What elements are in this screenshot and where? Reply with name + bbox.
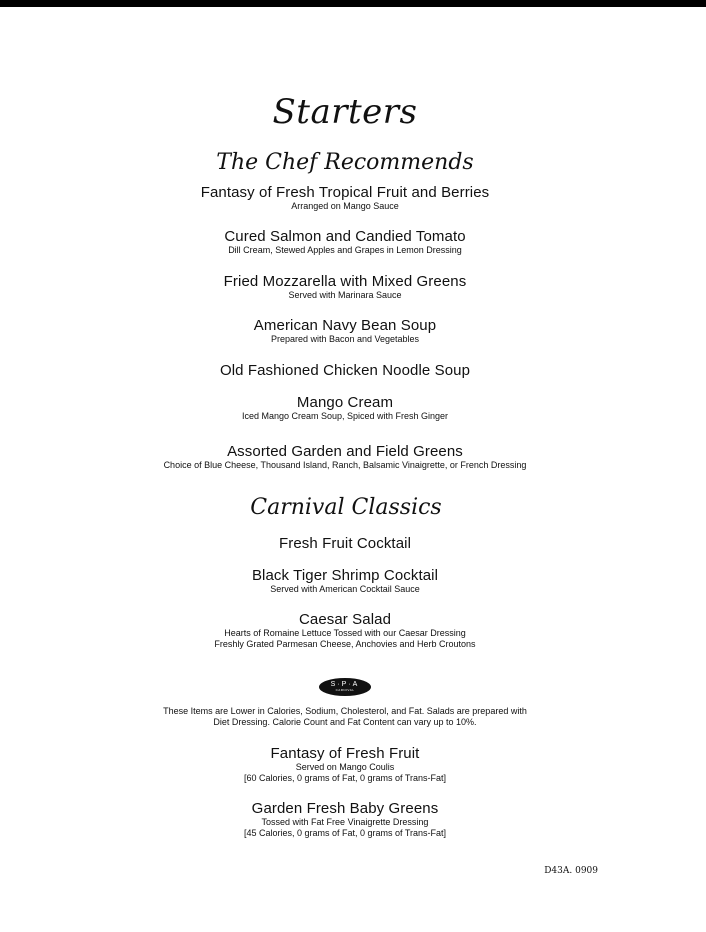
- top-border: [0, 0, 706, 7]
- item-name: Old Fashioned Chicken Noodle Soup: [219, 362, 471, 379]
- menu-item: [0, 800, 690, 839]
- spa-logo-subtext: CARNIVAL: [335, 688, 355, 692]
- item-name: Assorted Garden and Field Greens: [227, 443, 463, 460]
- item-nutrition: [45 Calories, 0 grams of Fat, 0 grams of Trans-Fat]: [243, 828, 447, 838]
- menu-item: [0, 362, 690, 379]
- section-heading-carnival-classics: Carnival Classics: [250, 495, 442, 520]
- menu-item: [0, 394, 690, 422]
- item-name: Cured Salmon and Candied Tomato: [224, 228, 466, 245]
- item-name: Caesar Salad: [298, 611, 392, 628]
- spa-logo-text: S·P·A: [330, 681, 360, 688]
- item-name: Mango Cream: [296, 394, 394, 411]
- menu-item: [0, 611, 690, 650]
- item-name: Fantasy of Fresh Fruit: [270, 745, 420, 762]
- item-description: Choice of Blue Cheese, Thousand Island, Ranch, Balsamic Vinaigrette, or French Dressing: [163, 460, 527, 470]
- item-description: Prepared with Bacon and Vegetables: [270, 334, 420, 344]
- spa-logo: [319, 678, 371, 696]
- menu-item: [0, 317, 690, 345]
- item-name: American Navy Bean Soup: [253, 317, 437, 334]
- menu-code: D43A. 0909: [544, 866, 598, 876]
- spa-note: [150, 706, 540, 728]
- menu-item: [0, 273, 690, 301]
- menu-item: [0, 228, 690, 256]
- item-description: Dill Cream, Stewed Apples and Grapes in Lemon Dressing: [228, 245, 462, 255]
- item-name: Fried Mozzarella with Mixed Greens: [223, 273, 467, 290]
- page-title: Starters: [272, 92, 418, 132]
- spa-logo-wrap: [0, 673, 690, 696]
- item-description: Freshly Grated Parmesan Cheese, Anchovies and Herb Croutons: [214, 639, 476, 649]
- menu-item: [0, 745, 690, 784]
- item-description: Arranged on Mango Sauce: [291, 201, 399, 211]
- item-description: Served with Marinara Sauce: [288, 290, 402, 300]
- menu-item: [0, 184, 690, 212]
- spa-note-line: These Items are Lower in Calories, Sodium, Cholesterol, and Fat. Salads are prepared with: [163, 706, 527, 716]
- menu-item: [0, 535, 690, 552]
- item-nutrition: [60 Calories, 0 grams of Fat, 0 grams of Trans-Fat]: [243, 773, 447, 783]
- item-description: Served on Mango Coulis: [295, 762, 395, 772]
- item-name: Fantasy of Fresh Tropical Fruit and Berries: [200, 184, 490, 201]
- item-name: Fresh Fruit Cocktail: [278, 535, 412, 552]
- item-description: Iced Mango Cream Soup, Spiced with Fresh Ginger: [241, 411, 449, 421]
- section-heading-chef-recommends: The Chef Recommends: [216, 150, 474, 175]
- menu-item: [0, 567, 690, 595]
- spa-note-line: Diet Dressing. Calorie Count and Fat Content can vary up to 10%.: [213, 717, 477, 727]
- item-description: Served with American Cocktail Sauce: [270, 584, 420, 594]
- menu-item: [0, 443, 690, 471]
- item-description: Hearts of Romaine Lettuce Tossed with our Caesar Dressing: [224, 628, 466, 638]
- item-name: Garden Fresh Baby Greens: [251, 800, 439, 817]
- item-name: Black Tiger Shrimp Cocktail: [251, 567, 439, 584]
- item-description: Tossed with Fat Free Vinaigrette Dressing: [261, 817, 429, 827]
